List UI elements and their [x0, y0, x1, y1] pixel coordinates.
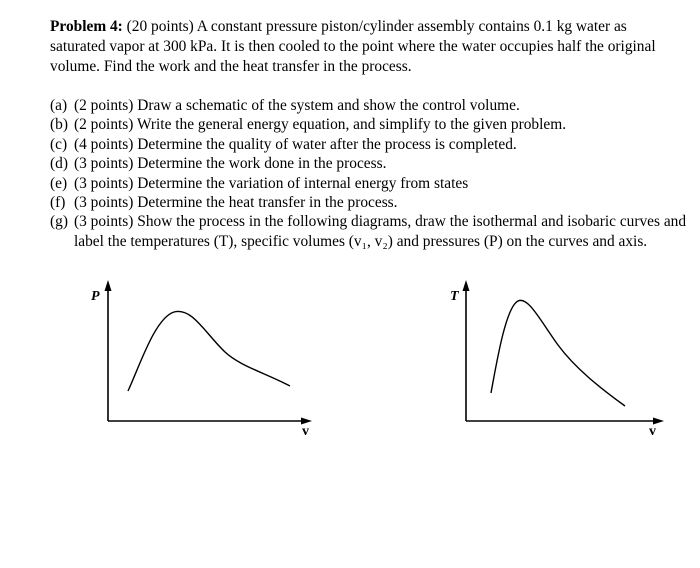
- part-g: (g) (3 points) Show the process in the following diagrams, draw the isothermal and isobaric curves and label the temperatures (T), specific volumes (v₁, v₂) and pressures (P) on the curves and axis.: [50, 213, 687, 250]
- part-a: (a) (2 points) Draw a schematic of the system and show the control volume.: [50, 97, 520, 114]
- pv-saturation-dome: [128, 311, 290, 391]
- pv-diagram: [91, 280, 312, 439]
- tv-saturation-dome: [491, 300, 625, 406]
- part-e: (e) (3 points) Determine the variation of internal energy from states: [50, 174, 469, 192]
- pv-x-axis-label: v: [302, 424, 309, 439]
- problem-text: (20 points) A constant pressure piston/cylinder assembly contains 0.1 kg water as saturated vapor at 300 kPa. It is then cooled to the point where the water occupies half the original volume. Find the work and the heat transfer in the process.: [50, 18, 656, 75]
- part-c: (c) (4 points) Determine the quality of water after the process is completed.: [50, 135, 517, 153]
- tv-x-axis-label: v: [649, 424, 656, 439]
- pv-y-axis-label: P: [91, 289, 100, 304]
- part-d: (d) (3 points) Determine the work done in the process.: [50, 155, 387, 173]
- pv-y-axis-arrowhead: [105, 280, 112, 291]
- part-f: (f) (3 points) Determine the heat transfer in the process.: [50, 194, 398, 212]
- tv-y-axis-label: T: [450, 289, 459, 304]
- problem-title: Problem 4:: [50, 18, 123, 35]
- tv-diagram: [450, 280, 664, 439]
- part-b: (b) (2 points) Write the general energy equation, and simplify to the given problem.: [50, 116, 567, 134]
- tv-y-axis-arrowhead: [463, 280, 470, 291]
